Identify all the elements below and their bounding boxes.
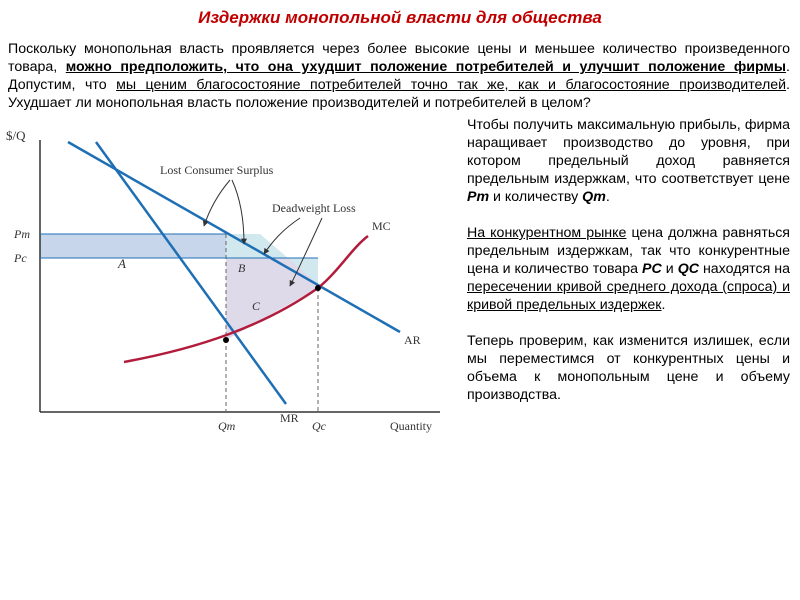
competitive-point xyxy=(315,285,321,291)
intro-text-1: Поскольку монопольная власть проявляется через более высокие цены и меньшее количество произведенного товара, xyxy=(8,41,790,75)
pc-label: Pc xyxy=(14,251,27,265)
page-title: Издержки монопольной власти для общества xyxy=(198,8,602,27)
mc-label: MC xyxy=(372,219,391,233)
area-a-label: A xyxy=(118,256,126,271)
y-axis-label: $/Q xyxy=(6,128,26,143)
area-c-label: C xyxy=(252,299,261,313)
monopoly-point xyxy=(223,337,229,343)
pc-term: PC xyxy=(642,261,662,277)
intro-paragraph xyxy=(8,40,790,112)
monopoly-diagram xyxy=(0,126,460,456)
para2-text-2: и xyxy=(661,261,678,277)
pm-term: Pm xyxy=(467,189,490,205)
lost-cs-arrow-a xyxy=(204,180,230,226)
para1-end: . xyxy=(605,189,610,205)
qm-term: Qm xyxy=(582,189,606,205)
explanation-paragraph-2 xyxy=(467,224,790,314)
para2-text-3: находятся на xyxy=(698,261,790,277)
explanation-paragraph-3: Теперь проверим, как изменится излишек, если мы переместимся от конкурентных цены и объема к монопольным цене и объему производства. xyxy=(467,333,790,403)
pm-label: Pm xyxy=(14,227,30,241)
para2-end: . xyxy=(661,297,666,313)
ar-label: AR xyxy=(404,333,421,347)
intro-question: . Ухудшает ли монопольная власть положение производителей и потребителей в целом? xyxy=(8,77,790,111)
para2-text: цена должна равняться предельным издержкам, так что конкурентные цена и количество товара xyxy=(467,225,790,277)
explanation-paragraph-1 xyxy=(467,116,790,206)
explanation-text xyxy=(467,116,790,422)
intersection-term: пересечении кривой среднего дохода (спроса) и кривой предельных издержек xyxy=(467,279,790,313)
area-b-label: B xyxy=(238,261,246,275)
mr-label: MR xyxy=(280,411,299,425)
x-axis-label: Quantity xyxy=(390,419,432,433)
para1-text: Чтобы получить максимальную прибыль, фирма наращивает производство до уровня, при котором предельный доход равняется предельным издержкам, что соответствует цене xyxy=(467,117,790,187)
deadweight-label: Deadweight Loss xyxy=(272,201,356,215)
qc-label: Qc xyxy=(312,419,326,433)
area-a-rect xyxy=(40,234,226,258)
para1-text-2: и количеству xyxy=(489,189,583,205)
intro-text-2: . Допустим, что xyxy=(8,59,790,93)
lost-cs-label: Lost Consumer Surplus xyxy=(160,163,274,177)
competitive-market-term: На конкурентном рынке xyxy=(467,225,627,241)
intro-emphasis: можно предположить, что она ухудшит положение потребителей и улучшит положение фирмы xyxy=(65,59,787,75)
intro-assumption: мы ценим благосостояние потребителей точно так же, как и благосостояние производителей xyxy=(116,77,787,93)
qm-label: Qm xyxy=(218,419,236,433)
qc-term: QC xyxy=(677,261,699,277)
